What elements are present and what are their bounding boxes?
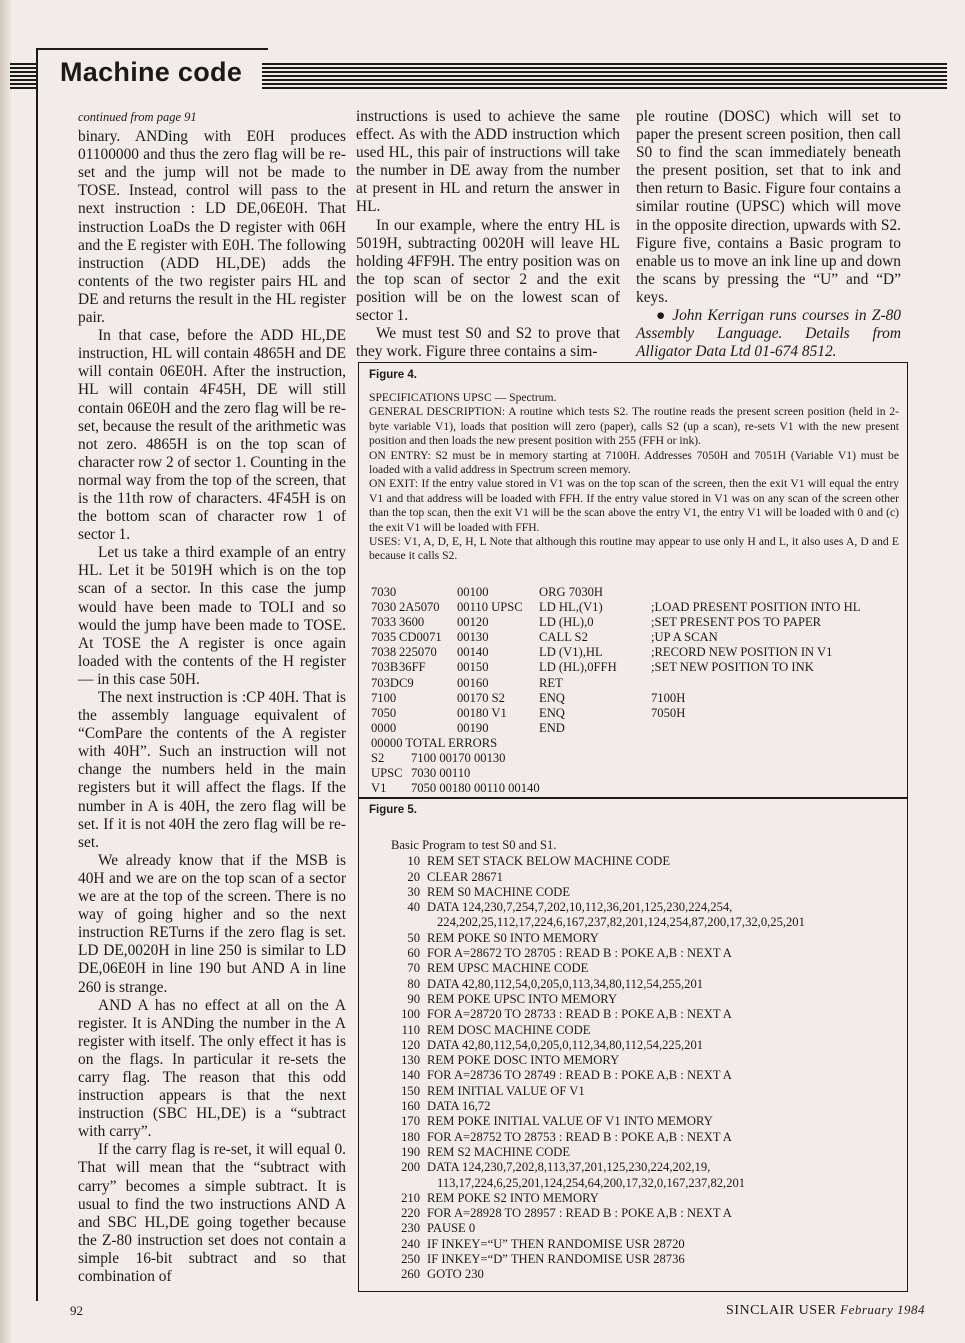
basic-line (391, 1252, 805, 1267)
basic-line-number: 90 (407, 991, 420, 1006)
listing-row (371, 660, 814, 675)
listing-line-number: 00120 (457, 615, 489, 630)
basic-line-number: 160 (401, 1099, 420, 1114)
page-binding-shadow (0, 0, 12, 1343)
basic-line-number: 240 (401, 1236, 420, 1251)
basic-line (391, 1130, 805, 1145)
basic-line (391, 946, 805, 961)
listing-address: 7038 (371, 645, 397, 660)
basic-line-number: 190 (401, 1144, 420, 1159)
basic-line-text: REM S0 MACHINE CODE (427, 884, 571, 899)
symbol-name: UPSC (371, 766, 403, 781)
basic-line-text: FOR A=28736 TO 28749 : READ B : POKE A,B : NEXT A (427, 1068, 732, 1083)
listing-opcode: 36FF (399, 660, 426, 675)
basic-line-text: REM POKE UPSC INTO MEMORY (427, 991, 618, 1006)
basic-line (391, 1023, 805, 1038)
listing-opcode: 2A5070 (399, 600, 440, 615)
listing-address: 703D (371, 675, 399, 690)
author-note: ● John Kerrigan runs courses in Z-80 Assembly Language. Details from Alligator Data Ltd 01-674 8512. (636, 307, 901, 361)
listing-row (371, 585, 604, 600)
basic-line-number: 120 (401, 1037, 420, 1052)
basic-line-text: 113,17,224,6,25,201,124,254,64,200,17,32,0,167,237,82,201 (437, 1175, 746, 1190)
listing-row (371, 720, 565, 736)
basic-line (391, 1237, 805, 1252)
listing-address: 7050 (371, 705, 397, 720)
paragraph: AND A has no effect at all on the A register. It is ANDing the number in the A register with itself. The only effect it has is on the flags. In particular it re-sets the carry flag. The reason that this odd instruction appears is that the next instruction (SBC HL,DE) is a “subtract with carry”. (78, 996, 346, 1141)
listing-row (371, 615, 822, 630)
basic-line-text: DATA 42,80,112,54,0,205,0,112,34,80,112,54,225,201 (427, 1037, 704, 1052)
symbol-references: 7030 00110 (411, 766, 471, 781)
paragraph: If the carry flag is re-set, it will equal 0. That will mean that the “subtract with carry” becomes a simple subtract. It is usual to find the two instructions AND A and SBC HL,DE going together because the Z-80 instruction set does not contain a simple 16-bit subtract and so that combination of (78, 1141, 346, 1285)
listing-address: 7100 (371, 690, 397, 705)
spec-line: ON ENTRY: S2 must be in memory starting at 7100H. Addresses 7050H and 7051H (Variable V1) must be loaded with a valid address in Spectrum screen memory. (369, 448, 899, 477)
basic-line (391, 1114, 805, 1129)
basic-line (391, 1038, 805, 1053)
left-column-rule (36, 104, 38, 1301)
listing-instruction: CALL S2 (539, 630, 588, 645)
basic-line-text: REM S2 MACHINE CODE (427, 1144, 571, 1159)
basic-line-text: DATA 124,230,7,202,8,113,37,201,125,230,224,202,19, (427, 1160, 711, 1175)
paragraph: In our example, where the entry HL is 5019H, subtracting 0020H will leave HL holding 4FF9H. The entry position was on the top scan of sector 2 and the exit position will be on the lowest scan of sector 1. (356, 216, 620, 325)
basic-line-number: 250 (401, 1252, 420, 1267)
basic-line-number: 200 (401, 1160, 420, 1175)
issue-date: February 1984 (840, 1302, 925, 1317)
listing-line-number: 00100 (457, 585, 489, 599)
listing-opcode: 3600 (399, 615, 425, 630)
basic-line-number: 60 (407, 946, 420, 961)
basic-line-text: PAUSE 0 (427, 1221, 476, 1236)
listing-comment: ;SET NEW POSITION TO INK (651, 660, 814, 675)
basic-line-text: FOR A=28928 TO 28957 : READ B : POKE A,B : NEXT A (427, 1206, 732, 1221)
listing-row (371, 645, 833, 660)
basic-line (391, 885, 805, 900)
basic-line-text: REM SET STACK BELOW MACHINE CODE (427, 854, 671, 869)
paragraph: binary. ANDing with E0H produces 01100000 and thus the zero flag will be re-set and the jump will not be made to TOSE. Instead, control will pass to the next instruction : LD DE,06E0H. That instruction LoaDs the D register with 06H and the E register with E0H. The following instruction (ADD HL,DE) adds the contents of the two register pairs HL and DE and returns the result in the HL register pair. (78, 128, 346, 327)
symbol-references: 7050 00180 00110 00140 (411, 781, 540, 796)
basic-line-number: 100 (401, 1007, 420, 1022)
paragraph: instructions is used to achieve the same effect. As with the ADD instruction which used HL, this pair of instructions will take the number in DE away from the number at present in HL and return the answer in HL. (356, 108, 620, 216)
basic-program-caption: Basic Program to test S0 and S1. (391, 838, 557, 852)
total-errors-line: 00000 TOTAL ERRORS (371, 735, 498, 750)
paragraph: ple routine (DOSC) which will set to paper the present screen position, then call S0 to find the scan immediately beneath the present position, set that to ink and then return to Basic. Figure four contains a similar routine (UPSC) which will move in the opposite direction, upwards with S2. Figure five, contains a Basic program to enable us to move an ink line up and down the scans by pressing the “U” and “D” keys. (636, 108, 901, 306)
basic-line (391, 1176, 805, 1191)
basic-line-number (391, 915, 427, 930)
basic-line-text: 224,202,25,112,17,224,6,167,237,82,201,124,254,87,200,17,32,0,25,201 (437, 915, 805, 930)
symbol-reference-row (371, 766, 540, 781)
listing-instruction: ENQ (539, 690, 565, 705)
listing-line-number: 00180 V1 (457, 705, 507, 720)
listing-row (371, 675, 563, 691)
basic-line (391, 870, 805, 885)
basic-line (391, 900, 805, 915)
basic-line-text: REM POKE DOSC INTO MEMORY (427, 1053, 620, 1068)
listing-row (371, 705, 686, 721)
basic-line-text: CLEAR 28671 (427, 869, 503, 884)
basic-line (391, 1068, 805, 1083)
basic-line (391, 1145, 805, 1160)
basic-program-listing (391, 838, 805, 1283)
paragraph: We already know that if the MSB is 40H and we are on the top scan of a sector we are at the top of the screen. There is no way of going higher and so the next instruction RETurns if the zero flag is set. LD DE,0020H in line 250 is similar to LD DE,06E0H in line 190 but AND A in line 260 is strange. (78, 851, 346, 996)
basic-line-number: 10 (407, 854, 420, 869)
listing-comment: 7050H (651, 705, 686, 720)
basic-line-text: REM POKE S0 INTO MEMORY (427, 930, 599, 945)
basic-line-number: 20 (407, 869, 420, 884)
basic-line-number (391, 1176, 427, 1191)
listing-instruction: ENQ (539, 705, 565, 720)
basic-line-number: 110 (401, 1022, 420, 1037)
basic-line-text: REM INITIAL VALUE OF V1 (427, 1083, 585, 1098)
article-column-3 (636, 108, 901, 361)
symbol-reference-row (371, 781, 540, 796)
listing-instruction: LD (HL),0FFH (539, 660, 617, 675)
continued-note: continued from page 91 (78, 110, 197, 124)
basic-line-number: 50 (407, 930, 420, 945)
spec-line: USES: V1, A, D, E, H, L Note that although this routine may appear to use only H and L, it also uses A, D and E because it calls S2. (369, 535, 899, 563)
header-rule-lines (262, 63, 947, 91)
page-number: 92 (70, 1303, 83, 1318)
figure-4-specifications (369, 391, 899, 564)
basic-line-number: 80 (407, 976, 420, 991)
listing-line-number: 00190 (457, 720, 489, 735)
listing-row (371, 630, 718, 645)
basic-line-number: 70 (407, 961, 420, 976)
listing-instruction: RET (539, 675, 563, 690)
symbol-name: V1 (371, 781, 387, 796)
listing-line-number: 00160 (457, 675, 489, 690)
symbol-references: 7100 00170 00130 (411, 751, 506, 766)
basic-line-number: 40 (407, 900, 420, 915)
listing-row (371, 600, 861, 615)
basic-line-number: 130 (401, 1053, 420, 1068)
listing-instruction: LD HL,(V1) (539, 600, 603, 615)
basic-line-number: 230 (401, 1221, 420, 1236)
basic-line-number: 150 (401, 1083, 420, 1098)
listing-line-number: 00110 UPSC (457, 600, 523, 615)
paragraph: The next instruction is :CP 40H. That is the assembly language equivalent of “ComPare the contents of the A register with 40H”. Such an instruction will not change the numbers held in the main registers but it will affect the flags. If the number in A is 40H, the zero flag will be set. If it is not 40H the zero flag will be re-set. (78, 689, 346, 851)
listing-line-number: 00150 (457, 660, 489, 675)
listing-opcode: 225070 (399, 645, 437, 660)
listing-line-number: 00170 S2 (457, 690, 505, 705)
listing-comment: ;RECORD NEW POSITION IN V1 (651, 645, 833, 660)
header-rule-left (10, 63, 38, 91)
basic-line (391, 977, 805, 992)
figure-4-title: Figure 4. (369, 369, 417, 381)
paragraph: We must test S0 and S2 to prove that they work. Figure three contains a sim- (356, 325, 620, 361)
listing-address: 703B (371, 660, 399, 675)
symbol-reference-row (371, 751, 540, 766)
spec-line: SPECIFICATIONS UPSC — Spectrum. (369, 391, 557, 404)
basic-line-number: 170 (401, 1114, 420, 1129)
listing-comment: ;UP A SCAN (651, 630, 718, 645)
basic-line (391, 1053, 805, 1068)
listing-address: 7030 (371, 585, 397, 599)
listing-address: 0000 (371, 720, 397, 735)
basic-line-number: 220 (401, 1206, 420, 1221)
assembly-listing (371, 585, 861, 796)
basic-line (391, 854, 805, 869)
symbol-name: S2 (371, 751, 385, 766)
basic-line-text: IF INKEY=“U” THEN RANDOMISE USR 28720 (427, 1236, 685, 1251)
listing-address: 7035 (371, 630, 397, 645)
listing-comment: 7100H (651, 690, 686, 705)
basic-line (391, 1084, 805, 1099)
paragraph: In that case, before the ADD HL,DE instruction, HL will contain 4865H and DE will contain 06E0H. After the instruction, HL will contain 4F45H, DE will still contain 06E0H and the zero flag will be re-set, because the result of the arithmetic was not zero. 4865H is on the top scan of character row 2 of sector 1. Counting in the normal way from the top of the screen, that is the 11th row of characters. 4F45H is on the bottom scan of character row 1 of sector 1. (78, 327, 346, 544)
basic-line (391, 992, 805, 1007)
basic-line (391, 1221, 805, 1236)
listing-instruction: END (539, 720, 565, 735)
listing-comment: ;SET PRESENT POS TO PAPER (651, 615, 822, 630)
listing-instruction: ORG 7030H (539, 585, 604, 599)
basic-line-text: GOTO 230 (427, 1267, 484, 1282)
figure-4-box (358, 362, 908, 799)
basic-line-text: DATA 42,80,112,54,0,205,0,113,34,80,112,54,255,201 (427, 976, 704, 991)
basic-line (391, 915, 805, 930)
figure-5-title: Figure 5. (369, 804, 417, 816)
basic-line (391, 961, 805, 976)
listing-instruction: LD (V1),HL (539, 645, 603, 660)
basic-line-text: IF INKEY=“D” THEN RANDOMISE USR 28736 (427, 1252, 685, 1267)
basic-line-text: REM POKE INITIAL VALUE OF V1 INTO MEMORY (427, 1114, 713, 1129)
basic-line (391, 931, 805, 946)
figure-5-box (358, 797, 908, 1292)
article-column-1 (78, 108, 346, 1286)
basic-line (391, 1007, 805, 1022)
paragraph: Let us take a third example of an entry HL. Let it be 5019H which is on the top scan of a sector. In this case the jump would have been made to TOLI and so would the jump have been made to TOSE. At TOSE the A register is once again loaded with the contents of the H register — in this case 50H. (78, 544, 346, 688)
basic-line-number: 30 (407, 884, 420, 899)
basic-line-text: DATA 124,230,7,254,7,202,10,112,36,201,125,230,224,254, (427, 900, 733, 915)
basic-line-number: 140 (401, 1068, 420, 1083)
section-title: Machine code (54, 57, 248, 88)
listing-instruction: LD (HL),0 (539, 615, 594, 630)
listing-row (371, 690, 686, 706)
basic-line-text: REM POKE S2 INTO MEMORY (427, 1190, 599, 1205)
basic-line-number: 260 (401, 1267, 420, 1282)
listing-opcode: CD0071 (399, 630, 442, 645)
article-column-2 (356, 108, 620, 361)
basic-line (391, 1191, 805, 1206)
basic-line-number: 180 (401, 1129, 420, 1144)
basic-line-text: REM DOSC MACHINE CODE (427, 1022, 591, 1037)
basic-line-text: FOR A=28672 TO 28705 : READ B : POKE A,B : NEXT A (427, 946, 732, 961)
basic-line (391, 1160, 805, 1175)
basic-line-text: FOR A=28720 TO 28733 : READ B : POKE A,B : NEXT A (427, 1007, 732, 1022)
basic-line-number: 210 (401, 1190, 420, 1205)
listing-address: 7030 (371, 600, 397, 615)
listing-address: 7033 (371, 615, 397, 630)
magazine-name: SINCLAIR USER (726, 1303, 837, 1318)
spec-line: ON EXIT: If the entry value stored in V1 was on the top scan of the screen, then the exit V1 will equal the entry V1 and that address will be loaded with FFH. If the entry value stored in V1 was on any scan of the screen other than the top scan, then the exit V1 will be the scan above the entry V1, the entry V1 will be loaded with 0 and (c) the exit V1 will be loaded with FFH. (369, 477, 899, 534)
listing-opcode: C9 (399, 675, 414, 690)
basic-line-text: DATA 16,72 (427, 1099, 491, 1114)
listing-line-number: 00130 (457, 630, 489, 645)
basic-line (391, 1206, 805, 1221)
basic-line-text: FOR A=28752 TO 28753 : READ B : POKE A,B : NEXT A (427, 1129, 732, 1144)
basic-line (391, 1267, 805, 1282)
listing-comment: ;LOAD PRESENT POSITION INTO HL (651, 600, 861, 615)
basic-line (391, 1099, 805, 1114)
page-footer (726, 1302, 925, 1319)
spec-line: GENERAL DESCRIPTION: A routine which tests S2. The routine reads the present screen position (held in 2-byte variable V1), loads that position will zero (paper), calls S2 (up a scan), re-sets V1 with the new present position and then loads the new present position with 255 (FFH or ink). (369, 405, 899, 448)
listing-line-number: 00140 (457, 645, 489, 660)
basic-line-text: REM UPSC MACHINE CODE (427, 961, 589, 976)
